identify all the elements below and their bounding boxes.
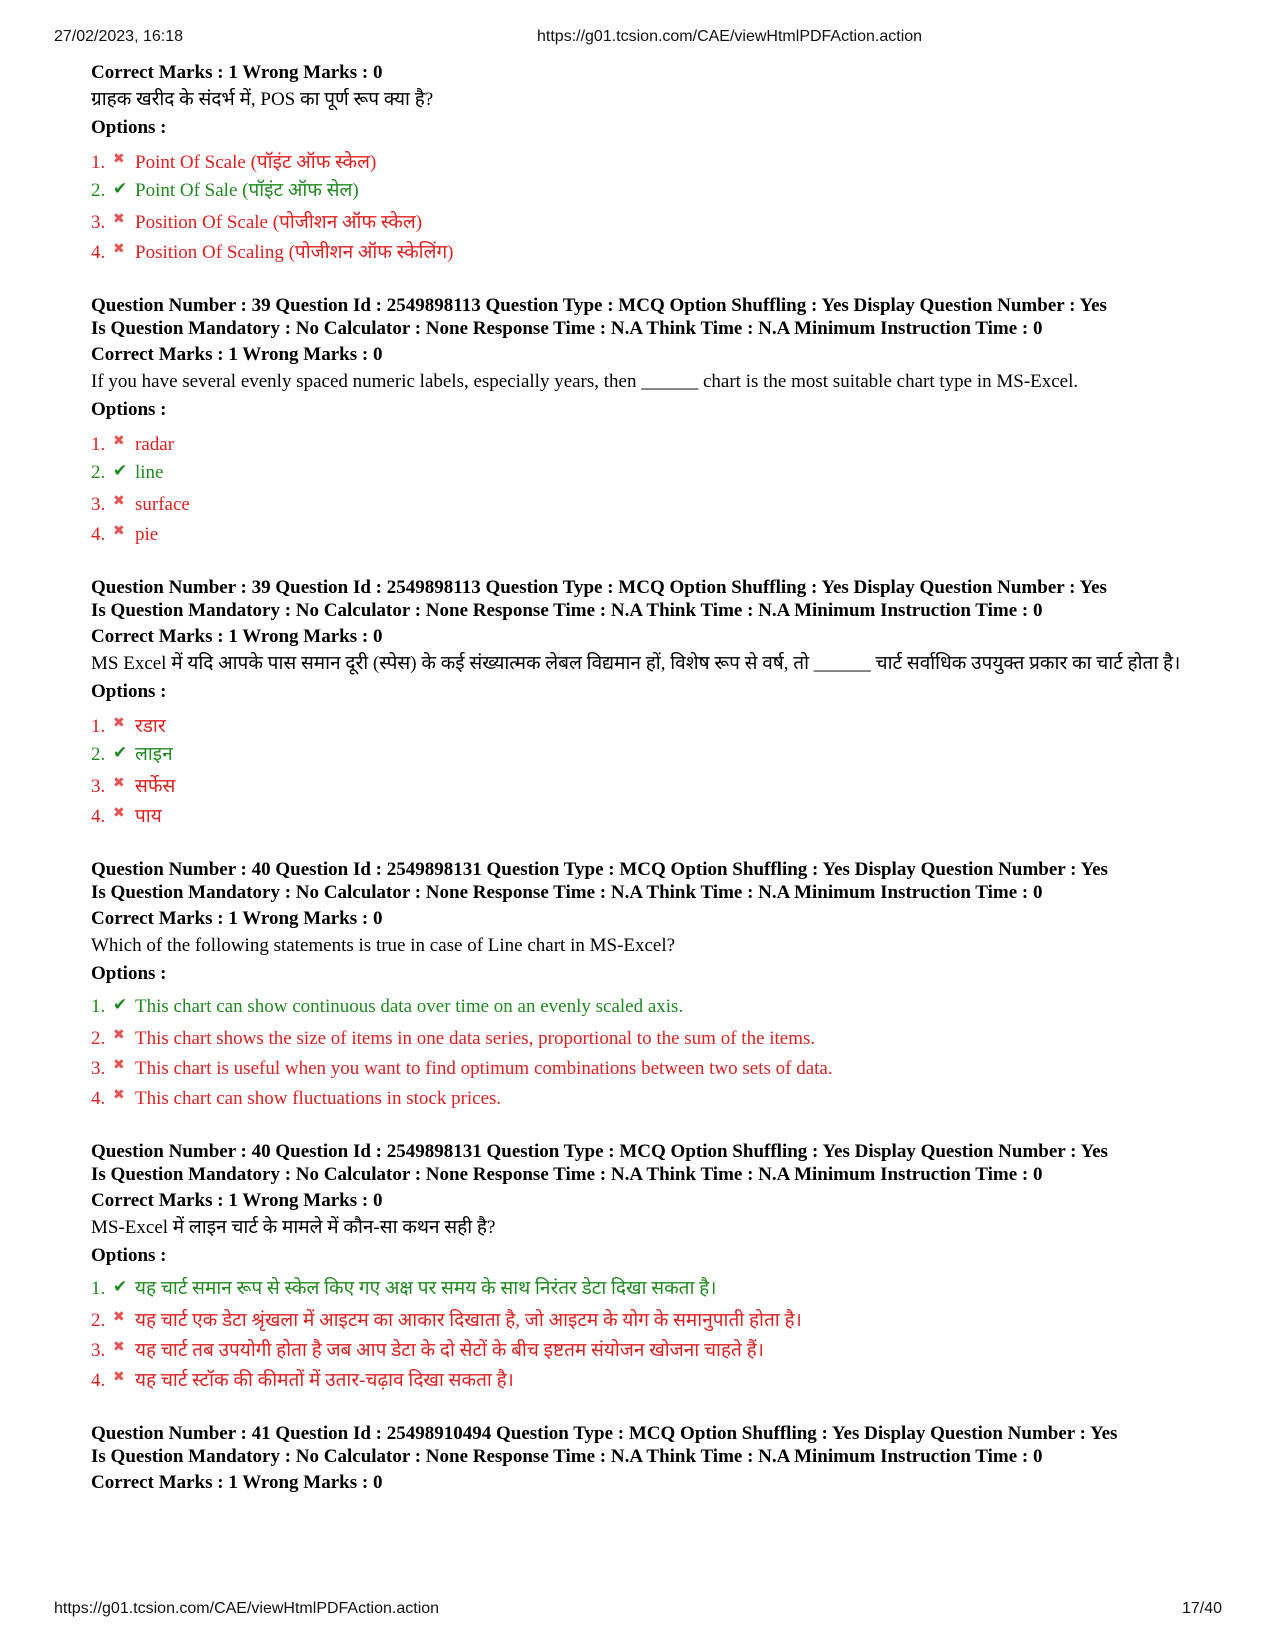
print-header — [0, 28, 1275, 50]
option-list — [91, 990, 1211, 1110]
option-item — [91, 1020, 1211, 1050]
option-number: 1. — [91, 716, 106, 737]
option-item — [91, 1302, 1211, 1332]
option-item — [91, 1272, 1211, 1302]
option-text: Point Of Sale (पॉइंट ऑफ सेल) — [135, 180, 359, 201]
question-block — [91, 1422, 1211, 1494]
option-number: 3. — [91, 776, 106, 797]
option-number: 4. — [91, 1370, 106, 1391]
option-number: 3. — [91, 1340, 106, 1361]
print-header-url: https://g01.tcsion.com/CAE/viewHtmlPDFAction.action — [537, 28, 923, 45]
option-item — [91, 174, 1211, 204]
option-number: 3. — [91, 1058, 106, 1079]
option-item — [91, 708, 1211, 738]
question-text: Which of the following statements is true in case of Line chart in MS-Excel? — [91, 935, 676, 956]
check-icon: ✔ — [113, 179, 128, 199]
marks-line: Correct Marks : 1 Wrong Marks : 0 — [91, 62, 383, 83]
option-text: radar — [135, 434, 175, 455]
cross-icon: ✖ — [113, 523, 125, 539]
option-item — [91, 456, 1211, 486]
option-text: Position Of Scale (पोजीशन ऑफ स्केल) — [135, 212, 423, 233]
marks-line: Correct Marks : 1 Wrong Marks : 0 — [91, 1190, 383, 1211]
option-number: 2. — [91, 462, 106, 483]
options-label: Options : — [91, 963, 167, 984]
option-text: This chart is useful when you want to find optimum combinations between two sets of data. — [135, 1058, 833, 1079]
question-meta-line: Is Question Mandatory : No Calculator : None Response Time : N.A Think Time : N.A Minimum Instruction Time : 0 — [91, 882, 1043, 903]
option-number: 3. — [91, 212, 106, 233]
page-number: 17/40 — [1182, 1600, 1223, 1617]
options-label: Options : — [91, 681, 167, 702]
option-text: पाय — [135, 806, 162, 827]
option-text: लाइन — [135, 744, 173, 765]
options-label: Options : — [91, 1245, 167, 1266]
question-block — [91, 576, 1211, 828]
option-number: 3. — [91, 494, 106, 515]
marks-line: Correct Marks : 1 Wrong Marks : 0 — [91, 626, 383, 647]
print-footer-url: https://g01.tcsion.com/CAE/viewHtmlPDFAction.action — [54, 1600, 440, 1617]
option-item — [91, 516, 1211, 546]
cross-icon: ✖ — [113, 1369, 125, 1385]
question-meta-line: Is Question Mandatory : No Calculator : None Response Time : N.A Think Time : N.A Minimum Instruction Time : 0 — [91, 1446, 1043, 1467]
option-text: यह चार्ट स्टॉक की कीमतों में उतार-चढ़ाव दिखा सकता है। — [135, 1370, 514, 1391]
option-item — [91, 204, 1211, 234]
option-text: This chart shows the size of items in one data series, proportional to the sum of the items. — [135, 1028, 816, 1049]
cross-icon: ✖ — [113, 1057, 125, 1073]
options-label: Options : — [91, 399, 167, 420]
question-paper-content — [91, 58, 1211, 1494]
option-text: This chart can show fluctuations in stock prices. — [135, 1088, 502, 1109]
question-meta-line: Is Question Mandatory : No Calculator : None Response Time : N.A Think Time : N.A Minimum Instruction Time : 0 — [91, 1164, 1043, 1185]
question-text: MS Excel में यदि आपके पास समान दूरी (स्पेस) के कई संख्यात्मक लेबल विद्यमान हों, विशेष रूप से वर्ष, तो ______ चार्ट सर्वाधिक उपयुक्त प्रकार का चार्ट होता है। — [91, 653, 1181, 674]
option-number: 4. — [91, 524, 106, 545]
option-item — [91, 426, 1211, 456]
option-item — [91, 738, 1211, 768]
print-footer — [0, 1600, 1275, 1622]
cross-icon: ✖ — [113, 1087, 125, 1103]
option-list — [91, 1272, 1211, 1392]
option-text: यह चार्ट तब उपयोगी होता है जब आप डेटा के दो सेटों के बीच इष्टतम संयोजन खोजना चाहते हैं। — [135, 1340, 764, 1361]
check-icon: ✔ — [113, 461, 128, 481]
cross-icon: ✖ — [113, 1027, 125, 1043]
cross-icon: ✖ — [113, 241, 125, 257]
option-number: 1. — [91, 152, 106, 173]
check-icon: ✔ — [113, 995, 128, 1015]
option-text: सर्फेस — [135, 776, 176, 797]
question-meta-line: Question Number : 40 Question Id : 2549898131 Question Type : MCQ Option Shuffling : Yes Display Question Number : Yes — [91, 859, 1108, 880]
option-item — [91, 486, 1211, 516]
print-datetime: 27/02/2023, 16:18 — [54, 28, 184, 45]
question-block — [91, 61, 1211, 264]
option-item — [91, 768, 1211, 798]
question-block — [91, 294, 1211, 546]
question-meta-line: Question Number : 41 Question Id : 25498910494 Question Type : MCQ Option Shuffling : Yes Display Question Number : Yes — [91, 1423, 1118, 1444]
option-list — [91, 708, 1211, 828]
option-number: 1. — [91, 434, 106, 455]
question-block — [91, 1140, 1211, 1392]
option-text: Position Of Scaling (पोजीशन ऑफ स्केलिंग) — [135, 242, 454, 263]
option-text: यह चार्ट समान रूप से स्केल किए गए अक्ष पर समय के साथ निरंतर डेटा दिखा सकता है। — [135, 1278, 717, 1299]
question-text: If you have several evenly spaced numeric labels, especially years, then ______ chart is the most suitable chart type in MS-Excel. — [91, 371, 1079, 392]
question-meta-line: Is Question Mandatory : No Calculator : None Response Time : N.A Think Time : N.A Minimum Instruction Time : 0 — [91, 600, 1043, 621]
question-meta-line: Is Question Mandatory : No Calculator : None Response Time : N.A Think Time : N.A Minimum Instruction Time : 0 — [91, 318, 1043, 339]
option-list — [91, 426, 1211, 546]
option-number: 2. — [91, 1310, 106, 1331]
option-text: This chart can show continuous data over time on an evenly scaled axis. — [135, 996, 684, 1017]
option-item — [91, 1332, 1211, 1362]
option-item — [91, 990, 1211, 1020]
option-item — [91, 144, 1211, 174]
cross-icon: ✖ — [113, 805, 125, 821]
option-number: 2. — [91, 180, 106, 201]
check-icon: ✔ — [113, 743, 128, 763]
options-label: Options : — [91, 117, 167, 138]
option-item — [91, 234, 1211, 264]
question-meta-line: Question Number : 39 Question Id : 2549898113 Question Type : MCQ Option Shuffling : Yes Display Question Number : Yes — [91, 577, 1107, 598]
option-number: 1. — [91, 1278, 106, 1299]
marks-line: Correct Marks : 1 Wrong Marks : 0 — [91, 1472, 383, 1493]
option-list — [91, 144, 1211, 264]
question-text: ग्राहक खरीद के संदर्भ में, POS का पूर्ण रूप क्या है? — [91, 89, 434, 110]
option-number: 4. — [91, 1088, 106, 1109]
option-text: यह चार्ट एक डेटा श्रृंखला में आइटम का आकार दिखाता है, जो आइटम के योग के समानुपाती होता है। — [135, 1310, 802, 1331]
cross-icon: ✖ — [113, 775, 125, 791]
option-text: pie — [135, 524, 159, 545]
marks-line: Correct Marks : 1 Wrong Marks : 0 — [91, 908, 383, 929]
option-item — [91, 1050, 1211, 1080]
cross-icon: ✖ — [113, 211, 125, 227]
cross-icon: ✖ — [113, 1339, 125, 1355]
option-item — [91, 1362, 1211, 1392]
cross-icon: ✖ — [113, 715, 125, 731]
option-number: 1. — [91, 996, 106, 1017]
question-block — [91, 858, 1211, 1110]
option-number: 4. — [91, 242, 106, 263]
cross-icon: ✖ — [113, 493, 125, 509]
option-text: surface — [135, 494, 190, 515]
option-item — [91, 798, 1211, 828]
option-text: रडार — [135, 716, 166, 737]
check-icon: ✔ — [113, 1277, 128, 1297]
option-number: 4. — [91, 806, 106, 827]
cross-icon: ✖ — [113, 433, 125, 449]
option-text: Point Of Scale (पॉइंट ऑफ स्केल) — [135, 152, 377, 173]
question-meta-line: Question Number : 39 Question Id : 2549898113 Question Type : MCQ Option Shuffling : Yes Display Question Number : Yes — [91, 295, 1107, 316]
option-number: 2. — [91, 744, 106, 765]
cross-icon: ✖ — [113, 1309, 125, 1325]
question-text: MS-Excel में लाइन चार्ट के मामले में कौन-सा कथन सही है? — [91, 1217, 496, 1238]
cross-icon: ✖ — [113, 151, 125, 167]
marks-line: Correct Marks : 1 Wrong Marks : 0 — [91, 344, 383, 365]
option-number: 2. — [91, 1028, 106, 1049]
option-text: line — [135, 462, 164, 483]
question-meta-line: Question Number : 40 Question Id : 2549898131 Question Type : MCQ Option Shuffling : Yes Display Question Number : Yes — [91, 1141, 1108, 1162]
option-item — [91, 1080, 1211, 1110]
